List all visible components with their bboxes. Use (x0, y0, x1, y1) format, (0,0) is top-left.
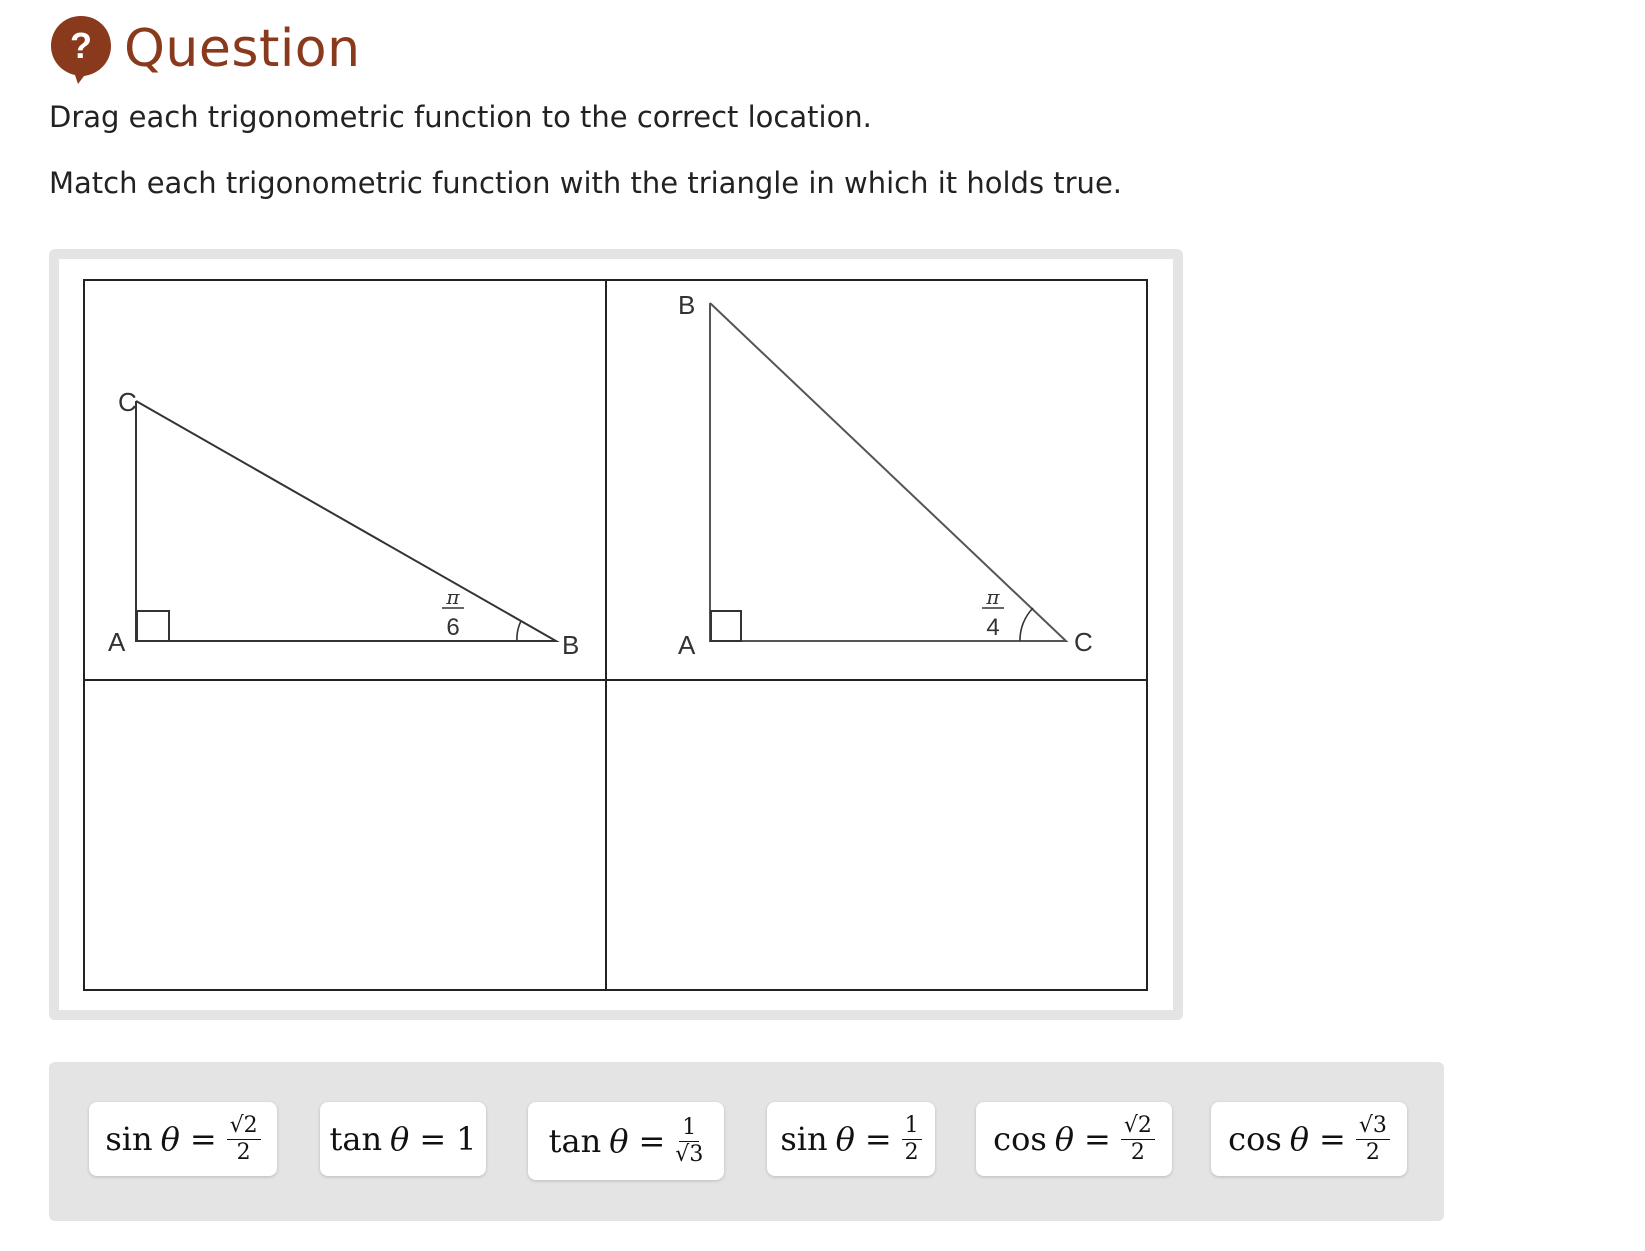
tile-value: 1 (456, 1120, 477, 1158)
instruction-text: Match each trigonometric function with the triangle in which it holds true. (49, 166, 1122, 200)
vertex-label-top: B (678, 290, 696, 320)
tile-equals: = (638, 1122, 666, 1160)
tile-fraction (227, 1112, 261, 1165)
right-angle-marker (711, 611, 741, 641)
tile-equals: = (1319, 1120, 1346, 1158)
instruction-text: Drag each trigonometric function to the correct location. (49, 100, 872, 134)
tile-variable: θ (160, 1120, 180, 1158)
tile-equals: = (189, 1120, 217, 1158)
vertex-label-acute: B (562, 630, 580, 660)
tile-denominator: 2 (236, 1139, 251, 1165)
tile-denominator: 2 (1365, 1139, 1380, 1165)
tile-variable: θ (390, 1120, 410, 1158)
drop-zone-triangle-pi-over-4[interactable] (607, 681, 1145, 990)
tile-cos-sqrt3-over-2[interactable] (1211, 1102, 1407, 1176)
tile-function: sin (105, 1120, 153, 1158)
triangle-pi-over-6 (108, 387, 579, 660)
tile-fraction (902, 1112, 922, 1165)
tile-function: tan (329, 1120, 383, 1158)
tile-fraction (675, 1114, 704, 1167)
angle-label-numerator: π (986, 585, 1000, 609)
tile-equals: = (864, 1120, 892, 1158)
tile-function: cos (1228, 1120, 1282, 1158)
page-title: Question (124, 19, 361, 79)
tile-sin-1-over-2[interactable] (767, 1102, 935, 1176)
tile-variable: θ (609, 1122, 629, 1160)
tile-fraction (1356, 1112, 1390, 1165)
tile-variable: θ (1289, 1120, 1310, 1158)
tile-denominator: √3 (675, 1141, 704, 1167)
vertex-label-top: C (118, 387, 137, 417)
tile-numerator: √3 (1356, 1115, 1390, 1140)
tile-tan-1[interactable] (320, 1102, 486, 1176)
tile-tan-1-over-sqrt3[interactable] (528, 1102, 724, 1180)
tile-numerator: 1 (902, 1115, 922, 1140)
tile-function: tan (548, 1122, 602, 1160)
tile-sin-sqrt2-over-2[interactable] (89, 1102, 277, 1176)
tile-function: cos (993, 1120, 1047, 1158)
tile-fraction (1121, 1112, 1155, 1165)
angle-label-denominator: 4 (986, 614, 1000, 641)
answer-tile-bank (49, 1062, 1444, 1221)
triangle-pi-over-4 (678, 290, 1093, 660)
angle-arc (517, 621, 521, 641)
drop-zone-triangle-pi-over-6[interactable] (85, 681, 605, 990)
tile-cos-sqrt2-over-2[interactable] (976, 1102, 1172, 1176)
vertex-label-right: A (108, 627, 126, 657)
tile-numerator: 1 (679, 1117, 699, 1142)
angle-arc (1020, 608, 1033, 641)
tile-equals: = (1084, 1120, 1111, 1158)
tile-denominator: 2 (904, 1139, 919, 1165)
svg-text:?: ? (70, 25, 92, 66)
vertex-label-acute: C (1074, 627, 1093, 657)
tile-denominator: 2 (1130, 1139, 1145, 1165)
tile-variable: θ (1054, 1120, 1075, 1158)
tile-equals: = (419, 1120, 447, 1158)
angle-label-numerator: π (446, 585, 460, 609)
vertex-label-right: A (678, 630, 696, 660)
tile-function: sin (780, 1120, 828, 1158)
tile-variable: θ (835, 1120, 855, 1158)
angle-label-denominator: 6 (446, 614, 460, 641)
tile-numerator: √2 (1121, 1115, 1155, 1140)
tile-numerator: √2 (227, 1115, 261, 1140)
right-angle-marker (137, 611, 169, 641)
